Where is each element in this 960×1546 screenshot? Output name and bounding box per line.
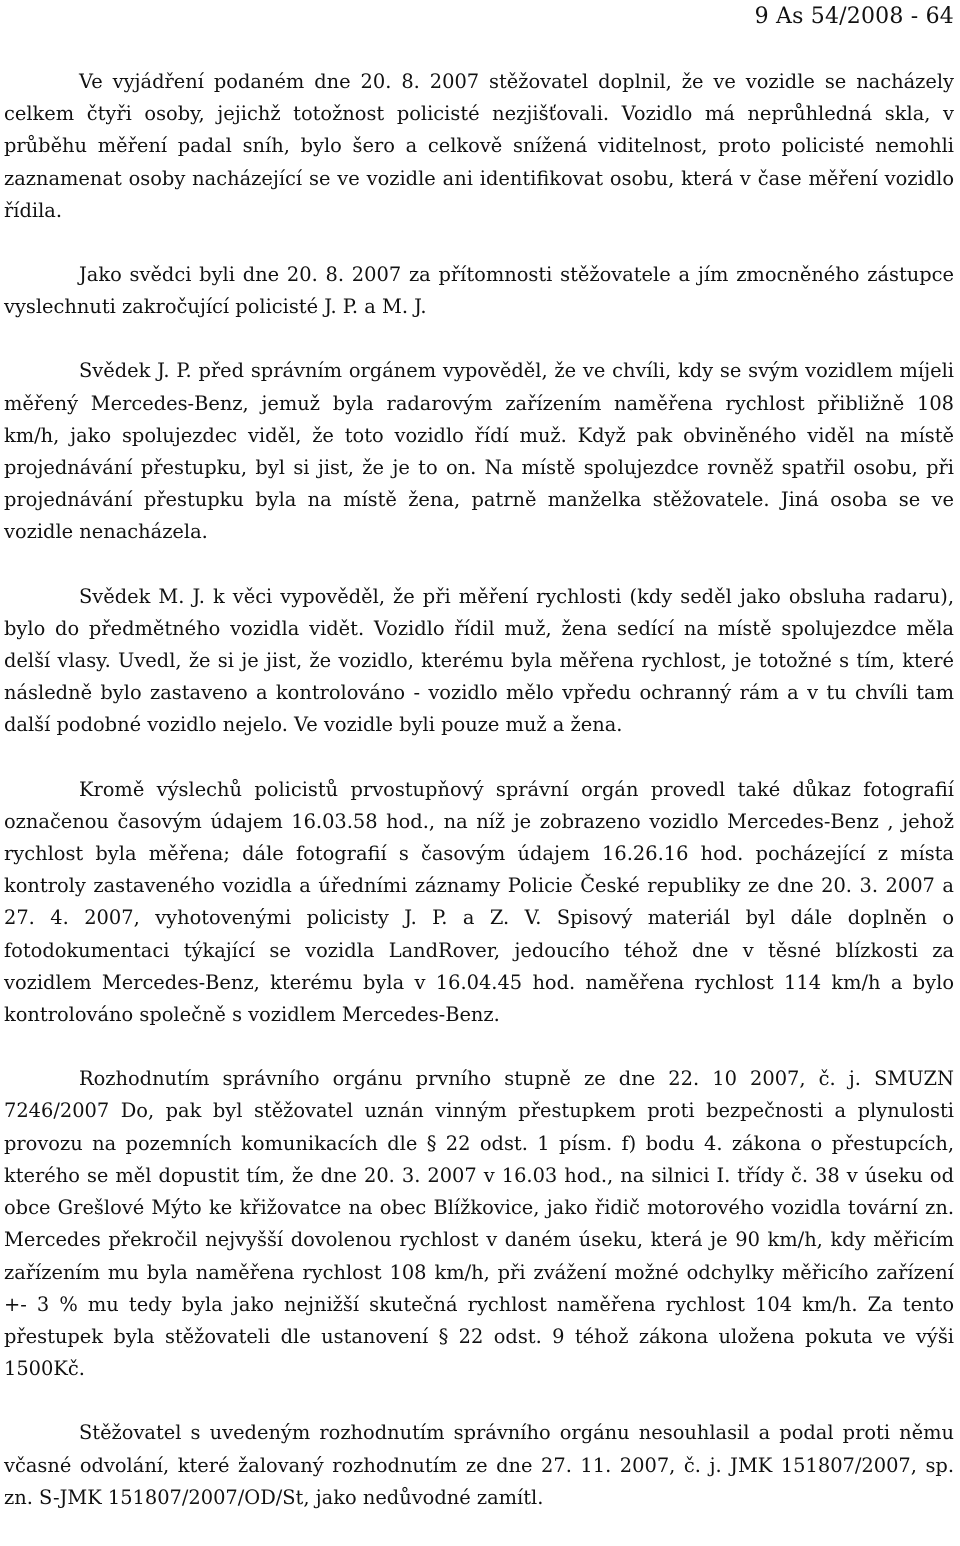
paragraph: Stěžovatel s uvedeným rozhodnutím správního orgánu nesouhlasil a podal proti němu včasné odvolání, které žalovaný rozhodnutím ze dne 27. 11. 2007, č. j. JMK 151807/2007, sp. zn. S-JMK 151807/2007/OD/St, jako nedůvodné zamítl. (4, 1421, 954, 1509)
paragraph: Jako svědci byli dne 20. 8. 2007 za přítomnosti stěžovatele a jím zmocněného zástupce vyslechnuti zakročující policisté J. P. a M. J. (4, 263, 954, 319)
paragraph: Kromě výslechů policistů prvostupňový správní orgán provedl také důkaz fotografií označenou časovým údajem 16.03.58 hod., na níž je zobrazeno vozidlo Mercedes-Benz , jehož rychlost byla měřena; dále fotografií s časovým údajem 16.26.16 hod. pocházející z místa kontroly zastaveného vozidla a úředními záznamy Policie České republiky ze dne 20. 3. 2007 a 27. 4. 2007, vyhotovenými policisty J. P. a Z. V. Spisový materiál byl dále doplněn o fotodokumentaci týkající se vozidla LandRover, jedoucího téhož dne v těsné blízkosti za vozidlem Mercedes-Benz, kterému byla v 16.04.45 hod. naměřena rychlost 114 km/h a bylo kontrolováno společně s vozidlem Mercedes-Benz. (4, 777, 954, 1027)
paragraph: Svědek M. J. k věci vypověděl, že při měření rychlosti (kdy seděl jako obsluha radaru), bylo do předmětného vozidla vidět. Vozidlo řídil muž, žena sedící na místě spolujezdce měla delší vlasy. Uvedl, že si je jist, že vozidlo, kterému byla měřena rychlost, je totožné s tím, které následně bylo zastaveno a kontrolováno - vozidlo mělo vpředu ochranný rám a v tu chvíli tam další podobné vozidlo nejelo. Ve vozidle byli pouze muž a žena. (4, 584, 954, 737)
case-number: 9 As 54/2008 - 64 (754, 4, 954, 29)
paragraph: Ve vyjádření podaném dne 20. 8. 2007 stěžovatel doplnil, že ve vozidle se nacházely celkem čtyři osoby, jejichž totožnost policisté nezjišťovali. Vozidlo má neprůhledná skla, v průběhu měření padal sníh, bylo šero a celkově snížená viditelnost, proto policisté nemohli zaznamenat osoby nacházející se ve vozidle ani identifikovat osobu, která v čase měření vozidlo řídila. (4, 70, 954, 222)
document-body (4, 66, 954, 1546)
paragraph: Rozhodnutím správního orgánu prvního stupně ze dne 22. 10 2007, č. j. SMUZN 7246/2007 Do, pak byl stěžovatel uznán vinným přestupkem proti bezpečnosti a plynulosti provozu na pozemních komunikacích dle § 22 odst. 1 písm. f) bodu 4. zákona o přestupcích, kterého se měl dopustit tím, že dne 20. 3. 2007 v 16.03 hod., na silnici I. třídy č. 38 v úseku od obce Grešlové Mýto ke křižovatce na obec Blížkovice, jako řidič motorového vozidla tovární zn. Mercedes překročil nejvyšší dovolenou rychlost v daném úseku, která je 90 km/h, kdy měřicím zařízením mu byla naměřena rychlost 108 km/h, při zvážení možné odchylky měřicího zařízení +- 3 % mu tedy byla jako nejnižší skutečná rychlost naměřena rychlost 104 km/h. Za tento přestupek byla stěžovateli dle ustanovení § 22 odst. 9 téhož zákona uložena pokuta ve výši 1500Kč. (4, 1067, 954, 1381)
paragraph: Svědek J. P. před správním orgánem vypověděl, že ve chvíli, kdy se svým vozidlem míjeli měřený Mercedes-Benz, jemuž byla radarovým zařízením naměřena rychlost přibližně 108 km/h, jako spolujezdec viděl, že toto vozidlo řídí muž. Když pak obviněného viděl na místě projednávání přestupku, byl si jist, že je to on. Na místě spolujezdce rovněž spatřil osobu, při projednávání přestupku byla na místě žena, patrně manželka stěžovatele. Jiná osoba se ve vozidle nenacházela. (4, 359, 954, 544)
